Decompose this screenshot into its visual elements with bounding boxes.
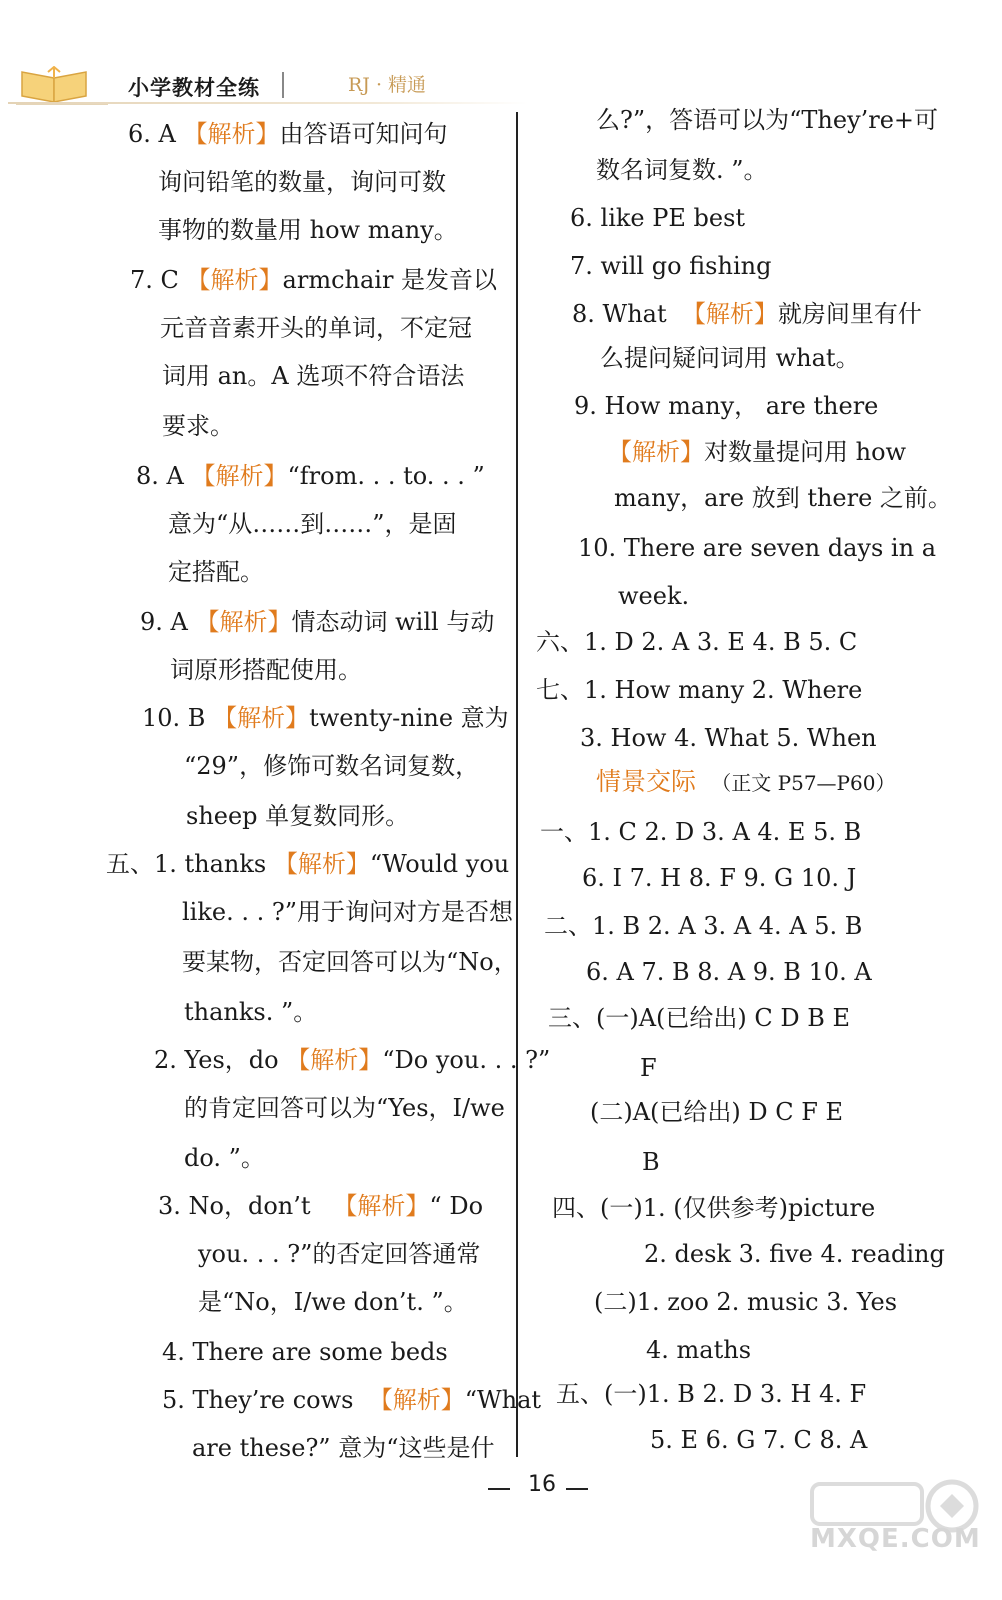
answer-line: 8. What 【解析】就房间里有什 <box>572 300 922 328</box>
answer-line: 一、1. C 2. D 3. A 4. E 5. B <box>540 818 862 846</box>
answer-line: (二)A(已给出) D C F E <box>590 1098 844 1126</box>
answer-line: F <box>640 1054 657 1082</box>
answer-line: 事物的数量用 how many。 <box>158 216 458 244</box>
answer-line: 【解析】对数量提问用 how <box>608 438 907 466</box>
answer-line: 9. A 【解析】情态动词 will 与动 <box>140 608 495 636</box>
edition-label: RJ · 精通 <box>348 74 427 96</box>
answer-line: 词用 an。A 选项不符合语法 <box>162 362 465 390</box>
answer-line: 要求。 <box>162 412 234 440</box>
answer-line: 6. like PE best <box>570 204 746 232</box>
answer-line: thanks. ”。 <box>184 998 318 1026</box>
answer-line: 5. They’re cows 【解析】“What <box>162 1386 542 1414</box>
answer-line: 是“No，I/we don’t. ”。 <box>198 1288 468 1316</box>
answer-line: you. . . ?”的否定回答通常 <box>198 1240 481 1268</box>
answer-line: “29”，修饰可数名词复数， <box>184 752 480 780</box>
page-number: 16 <box>528 1472 556 1497</box>
answer-line: 要某物，否定回答可以为“No， <box>182 948 518 976</box>
analysis-tag: 【解析】 <box>608 438 704 466</box>
answer-line: 7. will go fishing <box>570 252 772 280</box>
answer-line: 10. There are seven days in a <box>578 534 936 562</box>
section-title: 情景交际 <box>596 767 697 796</box>
section-heading <box>596 766 895 799</box>
answer-line: 2. Yes，do 【解析】“Do you. . . ?” <box>154 1046 551 1074</box>
answer-line: 3. No，don’t 【解析】“ Do <box>158 1192 484 1220</box>
answer-line: 4. There are some beds <box>162 1338 448 1366</box>
answer-line: 6. A 【解析】由答语可知问句 <box>128 120 448 148</box>
analysis-tag: 【解析】 <box>195 608 292 636</box>
analysis-tag: 【解析】 <box>681 300 778 328</box>
answer-line: 2. desk 3. five 4. reading <box>644 1240 945 1268</box>
analysis-tag: 【解析】 <box>183 120 280 148</box>
answer-line: 六、1. D 2. A 3. E 4. B 5. C <box>536 628 858 656</box>
header-separator <box>282 72 284 98</box>
answer-line: 6. A 7. B 8. A 9. B 10. A <box>586 958 872 986</box>
analysis-tag: 【解析】 <box>191 462 288 490</box>
answer-line: 么提问疑问词用 what。 <box>600 344 860 372</box>
answer-line: 3. How 4. What 5. When <box>580 724 877 752</box>
answer-line: 7. C 【解析】armchair 是发音以 <box>130 266 498 294</box>
page-reference: （正文 P57—P60） <box>711 771 896 795</box>
answer-line: 4. maths <box>646 1336 752 1364</box>
answer-line: week. <box>618 582 690 610</box>
header-rule <box>8 102 528 104</box>
analysis-tag: 【解析】 <box>286 1046 383 1074</box>
analysis-tag: 【解析】 <box>333 1192 430 1220</box>
analysis-tag: 【解析】 <box>368 1386 465 1414</box>
answer-line: 6. I 7. H 8. F 9. G 10. J <box>582 864 857 892</box>
answer-line: 9. How many， are there <box>574 392 879 420</box>
answer-line: 元音音素开头的单词，不定冠 <box>160 314 472 342</box>
answer-line: 意为“从……到……”，是固 <box>168 510 457 538</box>
analysis-tag: 【解析】 <box>213 704 310 732</box>
analysis-tag: 【解析】 <box>273 850 370 878</box>
answer-line: (二)1. zoo 2. music 3. Yes <box>594 1288 898 1316</box>
answer-line: like. . . ?”用于询问对方是否想 <box>182 898 514 926</box>
answer-line: 五、1. thanks 【解析】“Would you <box>106 850 510 878</box>
open-book-icon <box>14 66 110 106</box>
answer-line: 二、1. B 2. A 3. A 4. A 5. B <box>544 912 863 940</box>
answer-line: 10. B 【解析】twenty-nine 意为 <box>142 704 509 732</box>
answer-line: 七、1. How many 2. Where <box>536 676 863 704</box>
answer-line: 数名词复数. ”。 <box>596 156 768 184</box>
answer-line: 么?”，答语可以为“They’re+可 <box>596 106 939 134</box>
answer-line: 5. E 6. G 7. C 8. A <box>650 1426 868 1454</box>
answer-line: many，are 放到 there 之前。 <box>614 484 952 512</box>
answer-line: 五、(一)1. B 2. D 3. H 4. F <box>556 1380 867 1408</box>
page-header <box>0 60 540 110</box>
brand-title: 小学教材全练 <box>128 76 260 100</box>
answer-line: 三、(一)A(已给出) C D B E <box>548 1004 851 1032</box>
answer-line: B <box>642 1148 660 1176</box>
answer-line: sheep 单复数同形。 <box>186 802 410 830</box>
answer-line: 询问铅笔的数量，询问可数 <box>158 168 446 196</box>
answer-line: 四、(一)1. (仅供参考)picture <box>552 1194 876 1222</box>
answer-line: are these?” 意为“这些是什 <box>192 1434 495 1462</box>
answer-line: 8. A 【解析】“from. . . to. . . ” <box>136 462 485 490</box>
answer-line: 的肯定回答可以为“Yes，I/we <box>184 1094 505 1122</box>
analysis-tag: 【解析】 <box>186 266 283 294</box>
answer-line: do. ”。 <box>184 1144 265 1172</box>
footer-dash-right <box>566 1488 588 1490</box>
watermark-text: MXQE.COM <box>810 1524 981 1554</box>
answer-line: 定搭配。 <box>168 558 264 586</box>
answer-line: 词原形搭配使用。 <box>170 656 362 684</box>
column-divider <box>516 112 518 1457</box>
footer-dash-left <box>488 1488 510 1490</box>
